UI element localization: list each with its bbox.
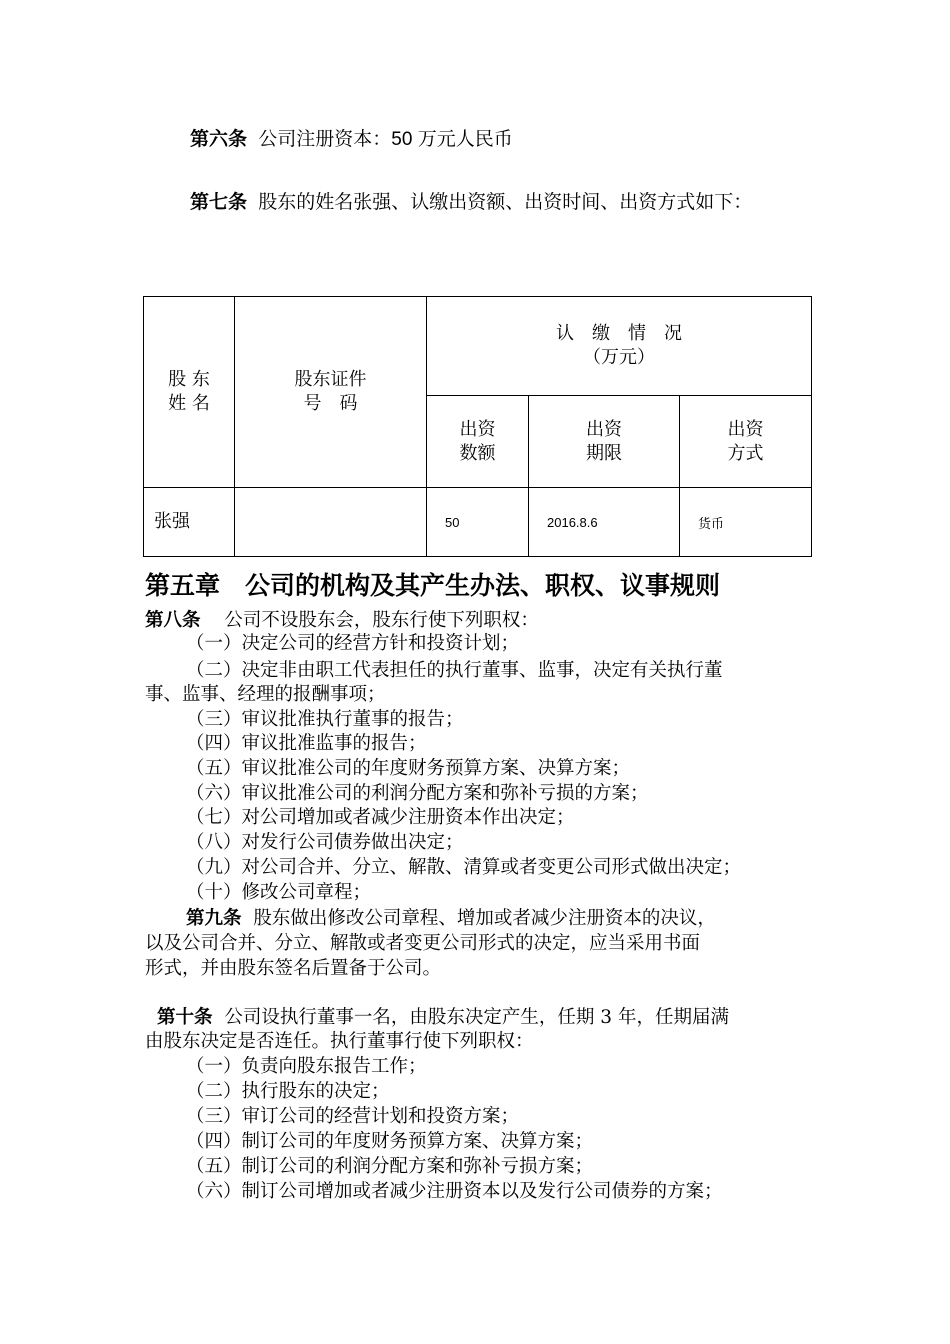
list-item: （八）对发行公司债券做出决定； bbox=[186, 832, 464, 853]
table-row bbox=[144, 488, 812, 557]
list-item: （五）制订公司的利润分配方案和弥补亏损方案； bbox=[186, 1156, 594, 1177]
cell-date: 2016.8.6 bbox=[529, 488, 680, 557]
header-shareholder-name bbox=[144, 297, 235, 488]
list-item: （五）审议批准公司的年度财务预算方案、决算方案； bbox=[186, 758, 631, 779]
list-item: （十）修改公司章程； bbox=[186, 882, 372, 903]
article-9 bbox=[186, 906, 716, 931]
article-10-line-2: 由股东决定是否连任。执行董事行使下列职权： bbox=[145, 1031, 534, 1052]
article-10-label: 第十条 bbox=[157, 1006, 213, 1027]
list-item: （三）审议批准执行董事的报告； bbox=[186, 709, 464, 730]
header-name-line-1: 股 东 bbox=[168, 369, 210, 390]
article-7-text: 股东的姓名张强、认缴出资额、出资时间、出资方式如下： bbox=[258, 192, 753, 213]
header-method bbox=[680, 396, 812, 488]
cell-id bbox=[235, 488, 427, 557]
header-date bbox=[529, 396, 680, 488]
article-10-line-1: 公司设执行董事一名，由股东决定产生，任期 3 年，任期届满 bbox=[224, 1007, 729, 1028]
header-method-line-2: 方式 bbox=[727, 442, 764, 464]
list-item: （二）执行股东的决定； bbox=[186, 1081, 390, 1102]
header-amount bbox=[427, 396, 529, 488]
list-item: （三）审订公司的经营计划和投资方案； bbox=[186, 1106, 520, 1127]
list-item: （九）对公司合并、分立、解散、清算或者变更公司形式做出决定； bbox=[186, 857, 742, 878]
article-7-label: 第七条 bbox=[190, 192, 248, 213]
header-sub-line-2: （万元） bbox=[583, 347, 655, 368]
article-10 bbox=[157, 1005, 729, 1030]
header-amount-line-1: 出资 bbox=[459, 418, 496, 440]
header-method-line-1: 出资 bbox=[727, 418, 764, 440]
header-sub-line-1: 认 缴 情 况 bbox=[556, 323, 682, 344]
header-id-line-2: 号 码 bbox=[303, 393, 358, 414]
article-6-text: 公司注册资本：50 万元人民币 bbox=[258, 129, 513, 150]
list-item: （六）审议批准公司的利润分配方案和弥补亏损的方案； bbox=[186, 783, 649, 804]
cell-name: 张强 bbox=[144, 488, 235, 557]
header-date-line-1: 出资 bbox=[586, 418, 622, 440]
list-item: （六）制订公司增加或者减少注册资本以及发行公司债券的方案； bbox=[186, 1181, 723, 1202]
header-id-line-1: 股东证件 bbox=[294, 369, 367, 390]
header-subscription bbox=[427, 297, 812, 396]
list-item: （一）决定公司的经营方针和投资计划； bbox=[186, 633, 520, 654]
article-8 bbox=[145, 608, 539, 633]
list-item: （一）负责向股东报告工作； bbox=[186, 1056, 427, 1077]
article-9-line-2: 以及公司合并、分立、解散或者变更公司形式的决定，应当采用书面 bbox=[145, 933, 701, 954]
chapter-5-heading: 第五章 公司的机构及其产生办法、职权、议事规则 bbox=[145, 572, 721, 600]
list-item: 事、监事、经理的报酬事项； bbox=[145, 684, 386, 705]
header-name-line-2: 姓 名 bbox=[168, 393, 210, 414]
list-item: （二）决定非由职工代表担任的执行董事、监事，决定有关执行董 bbox=[186, 660, 723, 681]
header-date-line-2: 期限 bbox=[586, 442, 622, 464]
list-item: （四）审议批准监事的报告； bbox=[186, 733, 427, 754]
article-9-line-1: 股东做出修改公司章程、增加或者减少注册资本的决议， bbox=[253, 908, 716, 929]
cell-amount: 50 bbox=[427, 488, 529, 557]
cell-method: 货币 bbox=[680, 488, 812, 557]
article-6-label: 第六条 bbox=[190, 129, 248, 150]
header-amount-line-2: 数额 bbox=[459, 442, 496, 464]
article-8-label: 第八条 bbox=[145, 609, 201, 630]
article-9-line-3: 形式，并由股东签名后置备于公司。 bbox=[145, 958, 442, 979]
header-id-number bbox=[235, 297, 427, 488]
article-6 bbox=[190, 124, 513, 151]
shareholder-table bbox=[143, 296, 812, 557]
article-7 bbox=[190, 187, 752, 214]
list-item: （四）制订公司的年度财务预算方案、决算方案； bbox=[186, 1131, 594, 1152]
article-8-intro: 公司不设股东会，股东行使下列职权： bbox=[224, 610, 539, 631]
article-9-label: 第九条 bbox=[186, 907, 242, 928]
list-item: （七）对公司增加或者减少注册资本作出决定； bbox=[186, 807, 575, 828]
